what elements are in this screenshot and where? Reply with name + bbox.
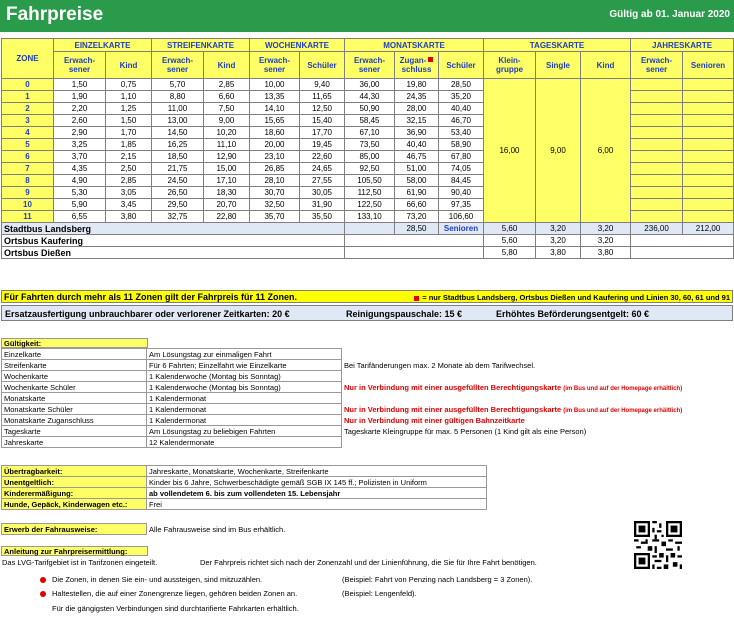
zone-number: 2 [2, 103, 54, 115]
fare-value: 2,20 [54, 103, 106, 115]
fare-value: 18,60 [250, 127, 300, 139]
fare-value: 22,80 [204, 211, 250, 223]
ticket-note [342, 371, 685, 382]
fee-increased: Erhöhtes Beförderungsentgelt: 60 € [496, 309, 650, 319]
fare-value: 30,70 [250, 187, 300, 199]
fare-value: 73,20 [395, 211, 439, 223]
group-tageskarte: TAGESKARTE [484, 39, 631, 52]
fare-value: 20,70 [204, 199, 250, 211]
group-monatskarte: MONATSKARTE [345, 39, 484, 52]
col-header-label: Zugan- schluss [399, 56, 432, 74]
ticket-note [342, 382, 685, 393]
empty-cell [683, 91, 734, 103]
fare-value: 11,65 [300, 91, 345, 103]
ticket-validity: 12 Kalendermonate [147, 437, 342, 448]
fare-value: 1,10 [106, 91, 152, 103]
ticket-type: Wochenkarte Schüler [2, 382, 147, 393]
zuganschluss-note [414, 293, 730, 302]
group-einzelkarte: EINZELKARTE [54, 39, 152, 52]
fare-value: 28,10 [250, 175, 300, 187]
fare-value: 5,30 [54, 187, 106, 199]
fare-value: 20,00 [250, 139, 300, 151]
fare-value: 26,85 [250, 163, 300, 175]
ticket-note [342, 404, 685, 415]
purchase-table [1, 523, 287, 535]
fare-value: 133,10 [345, 211, 395, 223]
fare-value: 40,40 [439, 103, 484, 115]
fees-bar [1, 305, 733, 321]
fare-value: 40,40 [395, 139, 439, 151]
fare-value: 67,10 [345, 127, 395, 139]
instructions-line3: Für die gängigsten Verbindungen sind durchtarifierte Fahrkarten erhältlich. [52, 604, 299, 613]
fare-value: 5,60 [484, 223, 536, 235]
fee-replacement: Ersatzausfertigung unbrauchbarer oder verlorener Zeitkarten: 20 € [5, 309, 290, 319]
fare-value: 4,90 [54, 175, 106, 187]
fare-value: 105,50 [345, 175, 395, 187]
empty-cell [683, 175, 734, 187]
fare-value: 58,90 [439, 139, 484, 151]
fare-value: 27,55 [300, 175, 345, 187]
table-row [2, 466, 487, 477]
fare-value: 5,80 [484, 247, 536, 259]
fare-value: 58,00 [395, 175, 439, 187]
fare-value: 15,40 [300, 115, 345, 127]
fare-value: 22,60 [300, 151, 345, 163]
fare-value: 16,25 [152, 139, 204, 151]
fare-value: 3,20 [536, 235, 581, 247]
fare-value: 12,50 [300, 103, 345, 115]
fare-value: 50,90 [345, 103, 395, 115]
fare-value: 19,80 [395, 79, 439, 91]
empty-cell [631, 139, 683, 151]
fare-value: 66,60 [395, 199, 439, 211]
group-jahreskarte: JAHRESKARTE [631, 39, 734, 52]
fare-value: 4,35 [54, 163, 106, 175]
fare-value: 17,70 [300, 127, 345, 139]
zuganschluss-note-text: = nur Stadtbus Landsberg, Ortsbus Dießen und Kaufering und Linien 30, 60, 61 und 91 [422, 293, 730, 302]
fare-value: 3,20 [536, 223, 581, 235]
fare-value: 17,10 [204, 175, 250, 187]
col-header: Schüler [439, 52, 484, 79]
tageskarte-kind: 6,00 [581, 79, 631, 223]
fare-value: 14,50 [152, 127, 204, 139]
fare-value: 12,90 [204, 151, 250, 163]
ticket-note: Tageskarte Kleingruppe für max. 5 Personen (1 Kind gilt als eine Person) [344, 426, 587, 436]
fare-value: 51,00 [395, 163, 439, 175]
fare-value: 84,45 [439, 175, 484, 187]
empty-cell [683, 115, 734, 127]
purchase-value: Alle Fahrausweise sind im Bus erhältlich. [149, 524, 286, 534]
fare-value: 24,65 [300, 163, 345, 175]
empty-cell [631, 235, 734, 247]
empty-cell [631, 151, 683, 163]
zone-number: 9 [2, 187, 54, 199]
fare-value: 90,40 [439, 187, 484, 199]
ticket-type: Tageskarte [2, 426, 147, 437]
fare-value: 30,05 [300, 187, 345, 199]
fare-value: 3,45 [106, 199, 152, 211]
table-row [2, 488, 487, 499]
ticket-type: Streifenkarte [2, 360, 147, 371]
empty-cell [683, 163, 734, 175]
validity-table [1, 348, 685, 448]
table-row [2, 349, 685, 360]
zone-number: 7 [2, 163, 54, 175]
fare-value: 29,50 [152, 199, 204, 211]
table-row [2, 499, 487, 510]
col-header: Kind [581, 52, 631, 79]
table-row [2, 393, 685, 404]
fee-cleaning: Reinigungspauschale: 15 € [346, 309, 463, 319]
fare-value: 36,00 [345, 79, 395, 91]
fare-value: 46,70 [439, 115, 484, 127]
fare-value: 32,15 [395, 115, 439, 127]
fare-value: 2,85 [106, 175, 152, 187]
zone-number: 11 [2, 211, 54, 223]
fare-value: 14,10 [250, 103, 300, 115]
ticket-validity: Am Lösungstag zur einmaligen Fahrt [147, 349, 342, 360]
valid-from: Gültig ab 01. Januar 2020 [609, 9, 730, 20]
empty-cell [683, 103, 734, 115]
instructions-bullet2-note: (Beispiel: Lengenfeld). [342, 589, 417, 598]
fare-value: 67,80 [439, 151, 484, 163]
fare-value: 18,50 [152, 151, 204, 163]
fare-value: 2,15 [106, 151, 152, 163]
senioren-label: Senioren [439, 223, 484, 235]
ticket-validity: 1 Kalendermonat [147, 393, 342, 404]
fare-value: 212,00 [683, 223, 734, 235]
empty-cell [631, 91, 683, 103]
instructions-bullet1: Die Zonen, in denen Sie ein- und aussteigen, sind mitzuzählen. [52, 575, 263, 584]
empty-cell [683, 199, 734, 211]
info-label: Kinderermäßigung: [2, 488, 147, 499]
zone-number: 10 [2, 199, 54, 211]
info-value: Frei [147, 499, 487, 510]
tageskarte-kleingruppe: 16,00 [484, 79, 536, 223]
table-row [2, 247, 734, 259]
fare-value: 15,65 [250, 115, 300, 127]
fare-value: 2,85 [204, 79, 250, 91]
instructions-line1b: Der Fahrpreis richtet sich nach der Zonenzahl und der Linienführung, die Sie für Ihre Fahrt benötigen. [200, 558, 537, 567]
fare-value: 97,35 [439, 199, 484, 211]
zone-header: ZONE [2, 39, 54, 79]
header-bar [0, 0, 734, 32]
col-header: Schüler [300, 52, 345, 79]
zone-limit-text: Für Fahrten durch mehr als 11 Zonen gilt der Fahrpreis für 11 Zonen. [4, 292, 298, 302]
info-label: Übertragbarkeit: [2, 466, 147, 477]
fare-value: 61,90 [395, 187, 439, 199]
col-header: Erwach- sener [250, 52, 300, 79]
table-row [2, 477, 487, 488]
ticket-validity: Am Lösungstag zu beliebigen Fahrten [147, 426, 342, 437]
fare-value: 3,20 [581, 223, 631, 235]
fare-value: 92,50 [345, 163, 395, 175]
fare-value: 35,50 [300, 211, 345, 223]
empty-cell [631, 79, 683, 91]
ticket-validity: 1 Kalenderwoche (Montag bis Sonntag) [147, 382, 342, 393]
fare-value: 2,90 [54, 127, 106, 139]
fare-value: 2,60 [54, 115, 106, 127]
table-row [2, 382, 685, 393]
empty-cell [345, 235, 484, 247]
ticket-type: Jahreskarte [2, 437, 147, 448]
fare-value: 122,50 [345, 199, 395, 211]
instructions-bullet2: Haltestellen, die auf einer Zonengrenze liegen, gehören beiden Zonen an. [52, 589, 298, 598]
ticket-note [342, 437, 685, 448]
ticket-type: Wochenkarte [2, 371, 147, 382]
empty-cell [631, 187, 683, 199]
tageskarte-single: 9,00 [536, 79, 581, 223]
fare-value: 5,90 [54, 199, 106, 211]
zone-number: 4 [2, 127, 54, 139]
ticket-note-small: (im Bus und auf der Homepage erhältlich) [563, 385, 683, 392]
fare-value: 236,00 [631, 223, 683, 235]
fare-value: 18,30 [204, 187, 250, 199]
empty-cell [683, 151, 734, 163]
ortsbus-name: Ortsbus Kaufering [2, 235, 345, 247]
empty-cell [683, 127, 734, 139]
fare-table [1, 38, 734, 259]
fare-value: 1,50 [54, 79, 106, 91]
fare-value: 28,50 [395, 223, 439, 235]
bullet-icon [40, 591, 46, 597]
ticket-note-text: Nur in Verbindung mit einer ausgefüllten Berechtigungskarte [344, 404, 564, 414]
group-wochenkarte: WOCHENKARTE [250, 39, 345, 52]
fare-value: 2,50 [106, 163, 152, 175]
fare-value: 9,40 [300, 79, 345, 91]
col-header: Erwach- sener [345, 52, 395, 79]
validity-title: Gültigkeit: [1, 338, 148, 348]
table-row [2, 437, 685, 448]
info-value: Jahreskarte, Monatskarte, Wochenkarte, Streifenkarte [147, 466, 487, 477]
col-header: Erwach- sener [152, 52, 204, 79]
fare-value: 32,50 [250, 199, 300, 211]
fare-value: 13,35 [250, 91, 300, 103]
empty-cell [683, 79, 734, 91]
page-title: Fahrpreise [6, 4, 104, 25]
fare-value: 10,20 [204, 127, 250, 139]
info-value: Kinder bis 6 Jahre, Schwerbeschädigte gemäß SGB IX 145 ff.; Polizisten in Uniform [147, 477, 487, 488]
empty-cell [631, 163, 683, 175]
fare-value: 73,50 [345, 139, 395, 151]
col-header-zuganschluss [395, 52, 439, 79]
info-label: Hunde, Gepäck, Kinderwagen etc.: [2, 499, 147, 510]
ticket-type: Einzelkarte [2, 349, 147, 360]
instructions-line1: Das LVG-Tarifgebiet ist in Tarifzonen eingeteilt. [2, 558, 158, 567]
col-header: Kind [106, 52, 152, 79]
ortsbus-name: Stadtbus Landsberg [2, 223, 345, 235]
ticket-note [342, 393, 685, 404]
table-row [2, 223, 734, 235]
empty-cell [345, 223, 395, 235]
zone-number: 6 [2, 151, 54, 163]
zone-number: 8 [2, 175, 54, 187]
ticket-type: Monatskarte Schüler [2, 404, 147, 415]
group-streifenkarte: STREIFENKARTE [152, 39, 250, 52]
fare-value: 85,00 [345, 151, 395, 163]
ticket-validity: 1 Kalenderwoche (Montag bis Sonntag) [147, 371, 342, 382]
fare-value: 32,75 [152, 211, 204, 223]
red-square-icon [414, 296, 419, 301]
col-header: Senioren [683, 52, 734, 79]
table-row [2, 404, 685, 415]
fare-value: 53,40 [439, 127, 484, 139]
empty-cell [683, 139, 734, 151]
ticket-note [342, 415, 685, 426]
fare-value: 1,90 [54, 91, 106, 103]
fare-value: 13,00 [152, 115, 204, 127]
fare-value: 24,50 [152, 175, 204, 187]
empty-cell [683, 211, 734, 223]
fare-value: 3,25 [54, 139, 106, 151]
fare-value: 3,70 [54, 151, 106, 163]
fare-value: 58,45 [345, 115, 395, 127]
fare-value: 3,80 [106, 211, 152, 223]
fare-value: 1,70 [106, 127, 152, 139]
fare-value: 1,25 [106, 103, 152, 115]
qr-code-icon[interactable] [634, 521, 682, 569]
fare-value: 3,80 [536, 247, 581, 259]
fare-value: 74,05 [439, 163, 484, 175]
zone-number: 0 [2, 79, 54, 91]
col-header: Erwach- sener [631, 52, 683, 79]
fare-value: 11,10 [204, 139, 250, 151]
empty-cell [631, 199, 683, 211]
empty-cell [631, 247, 734, 259]
table-row [2, 371, 685, 382]
info-label: Unentgeltlich: [2, 477, 147, 488]
fare-value: 0,75 [106, 79, 152, 91]
fare-value: 3,80 [581, 247, 631, 259]
col-header: Kind [204, 52, 250, 79]
fare-value: 9,00 [204, 115, 250, 127]
ticket-note-small: (im Bus und auf der Homepage erhältlich) [563, 407, 683, 414]
ticket-note: Bei Tarifänderungen max. 2 Monate ab dem Tarifwechsel. [344, 360, 536, 370]
fare-value: 5,70 [152, 79, 204, 91]
ortsbus-name: Ortsbus Dießen [2, 247, 345, 259]
table-row [2, 426, 685, 437]
ticket-validity: 1 Kalendermonat [147, 415, 342, 426]
fare-value: 1,50 [106, 115, 152, 127]
zone-limit-note [1, 290, 733, 303]
ticket-note-text: Nur in Verbindung mit einer ausgefüllten Berechtigungskarte [344, 382, 564, 392]
col-header: Erwach- sener [54, 52, 106, 79]
instructions-bullet1-note: (Beispiel: Fahrt von Penzing nach Landsberg = 3 Zonen). [342, 575, 533, 584]
fare-value: 6,60 [204, 91, 250, 103]
ticket-type: Monatskarte Zuganschluss [2, 415, 147, 426]
info-value: ab vollendetem 6. bis zum vollendeten 15. Lebensjahr [147, 488, 487, 499]
fare-value: 36,90 [395, 127, 439, 139]
fare-value: 19,45 [300, 139, 345, 151]
fare-value: 24,35 [395, 91, 439, 103]
ticket-validity: Für 6 Fahrten; Einzelfahrt wie Einzelkarte [147, 360, 342, 371]
ticket-note-text: Nur in Verbindung mit einer gültigen Bahnzeitkarte [344, 415, 525, 425]
fare-value: 35,20 [439, 91, 484, 103]
fare-value: 10,00 [250, 79, 300, 91]
fare-value: 3,20 [581, 235, 631, 247]
empty-cell [631, 115, 683, 127]
fare-value: 28,00 [395, 103, 439, 115]
empty-cell [683, 187, 734, 199]
fare-value: 112,50 [345, 187, 395, 199]
fare-value: 11,00 [152, 103, 204, 115]
fare-value: 7,50 [204, 103, 250, 115]
empty-cell [631, 175, 683, 187]
table-row [2, 360, 685, 371]
fare-value: 35,70 [250, 211, 300, 223]
empty-cell [345, 247, 484, 259]
ticket-type: Monatskarte [2, 393, 147, 404]
fare-value: 31,90 [300, 199, 345, 211]
fare-value: 15,00 [204, 163, 250, 175]
purchase-label: Erwerb der Fahrausweise: [2, 524, 147, 535]
col-header: Single [536, 52, 581, 79]
fare-value: 3,05 [106, 187, 152, 199]
fare-value: 46,75 [395, 151, 439, 163]
fare-value: 28,50 [439, 79, 484, 91]
fare-value: 26,50 [152, 187, 204, 199]
zone-number: 3 [2, 115, 54, 127]
empty-cell [631, 127, 683, 139]
ticket-validity: 1 Kalendermonat [147, 404, 342, 415]
empty-cell [631, 103, 683, 115]
ticket-note [342, 349, 685, 360]
info-table [1, 465, 487, 510]
fare-value: 8,80 [152, 91, 204, 103]
fare-value: 1,85 [106, 139, 152, 151]
zone-number: 5 [2, 139, 54, 151]
table-row [2, 235, 734, 247]
fare-value: 21,75 [152, 163, 204, 175]
fare-value: 23,10 [250, 151, 300, 163]
instructions-title: Anleitung zur Fahrpreisermittlung: [1, 546, 148, 556]
zone-number: 1 [2, 91, 54, 103]
fare-value: 44,30 [345, 91, 395, 103]
table-row [2, 79, 734, 91]
empty-cell [631, 211, 683, 223]
fare-value: 106,60 [439, 211, 484, 223]
fare-value: 6,55 [54, 211, 106, 223]
fare-value: 5,60 [484, 235, 536, 247]
table-row [2, 415, 685, 426]
red-square-icon [428, 57, 433, 62]
col-header: Klein- gruppe [484, 52, 536, 79]
bullet-icon [40, 577, 46, 583]
